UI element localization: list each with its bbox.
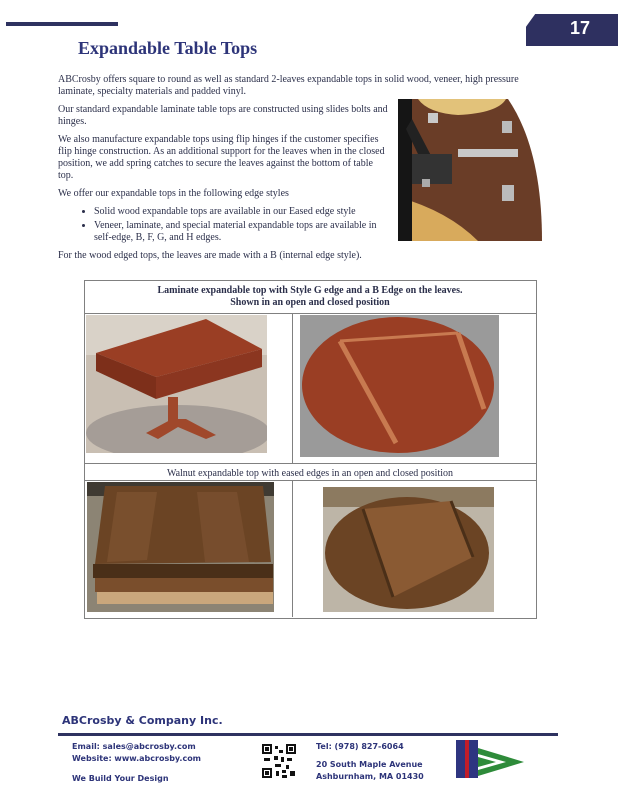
footer-contact-right (316, 741, 424, 783)
laminate-table-closed-photo (300, 315, 499, 457)
caption-line: Laminate expandable top with Style G edge and a B Edge on the leaves. (157, 285, 463, 296)
hinge-underside-photo (398, 99, 542, 241)
intro-paragraph-2: Our standard expandable laminate table tops are constructed using slides bolts and hinges. (58, 104, 388, 127)
page-title: Expandable Table Tops (78, 38, 258, 58)
walnut-table-open-photo (87, 482, 274, 612)
footer-website[interactable]: Website: www.abcrosby.com (72, 754, 202, 763)
gallery-divider (84, 463, 536, 464)
intro-paragraph-1: ABCrosby offers square to round as well as standard 2-leaves expandable tops in solid wood, veneer, high pressure laminate, specialty materials and padded vinyl. (58, 74, 519, 97)
footer-contact-left (72, 741, 201, 785)
laminate-table-open-photo (86, 315, 267, 453)
footer-rule (58, 733, 558, 736)
qr-code-icon (262, 744, 296, 778)
footer-telephone[interactable]: Tel: (978) 827-6064 (316, 742, 404, 751)
gallery-divider (84, 313, 536, 314)
list-item: • Veneer, laminate, and special material expandable tops are available in self-edge, B, F, G, and H edges. (94, 220, 394, 244)
intro-paragraph-4: We offer our expandable tops in the following edge styles (58, 188, 289, 199)
footer-address-line-2: Ashburnham, MA 01430 (316, 772, 424, 781)
intro-paragraph-5: For the wood edged tops, the leaves are made with a B (internal edge style). (58, 250, 362, 261)
edge-style-list (58, 206, 394, 244)
page-number: 17 (569, 18, 591, 38)
gallery-caption-laminate (84, 285, 536, 309)
abcrosby-logo-icon (456, 740, 526, 780)
footer-address-line-1: 20 South Maple Avenue (316, 760, 423, 769)
intro-paragraph-3: We also manufacture expandable tops using flip hinges if the customer specifies flip hinge construction. As an additional support for the leaves when in the closed position, we add spring catches to secure the leaves against the bottom of table top. (58, 134, 385, 181)
gallery-caption-walnut: Walnut expandable top with eased edges in an open and closed position (166, 468, 454, 479)
footer-company-name: ABCrosby & Company Inc. (62, 714, 223, 727)
gallery-divider (292, 313, 293, 463)
list-item: • Solid wood expandable tops are available in our Eased edge style (94, 206, 394, 218)
caption-line: Shown in an open and closed position (230, 297, 390, 308)
gallery-divider (292, 480, 293, 617)
walnut-table-closed-photo (323, 487, 494, 612)
footer-email[interactable]: Email: sales@abcrosby.com (72, 742, 196, 751)
footer-tagline: We Build Your Design (72, 774, 169, 783)
gallery-divider (84, 480, 536, 481)
top-rule (6, 22, 118, 26)
